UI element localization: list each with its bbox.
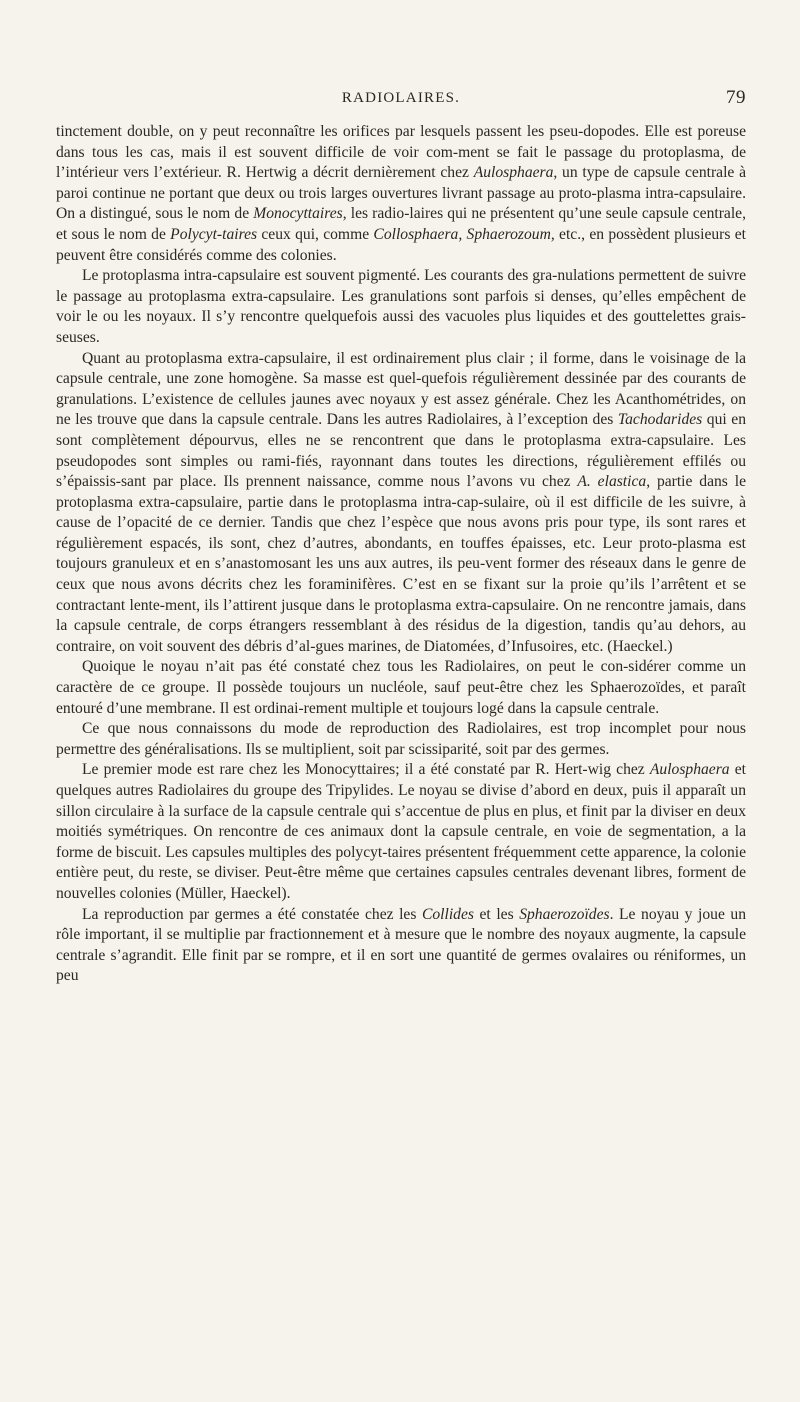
paragraph [56,719,746,760]
text-segment: ceux qui, comme [257,225,374,243]
paragraph [56,905,746,987]
text-segment: . Le noyau y joue un rôle important, il se multiplie par fractionnement et à mesure que le nombre des noyaux augmente, la capsule centrale s’agrandit. Elle finit par se rompre, et il en sort une quantité de germes ovalaires ou réniformes, un peu [56,905,747,985]
text-segment: Quant au protoplasma extra-capsulaire, il est ordinairement plus clair ; il forme, dans le voisinage de la capsule centrale, une zone homogène. Sa masse est quel-quefois régulièrement dessinée par des courants de granulations. L’existence de cellules jaunes avec noyaux y est assez générale. Chez les Acanthométrides, on ne les trouve que dans la capsule centrale. Dans les autres Radiolaires, à l’exception des [56,349,746,429]
text-segment: et quelques autres Radiolaires du groupe des Tripylides. Le noyau se divise d’abord en deux, puis il apparaît un sillon circulaire à la surface de la capsule centrale qui s’accentue de plus en plus, et finit par la diviser en deux moitiés symétriques. On rencontre de ces animaux dont la capsule centrale, en voie de segmentation, a la forme de biscuit. Les capsules multiples des polycyt-taires présentent fréquemment cette apparence, la colonie entière peut, du reste, se diviser. Peut-être même que certaines capsules centrales devenant libres, forment de nouvelles colonies (Müller, Haeckel). [56,761,746,902]
text-segment: et les [473,905,520,923]
text-segment: Le premier mode est rare chez les Monocyttaires; il a été constaté par R. Hert-wig chez [82,761,650,779]
body-text [56,122,746,987]
text-segment: tinctement double, on y peut reconnaître les orifices par lesquels passent les pseu-dopodes. Elle est poreuse dans tous les cas, mais il est souvent difficile de voir com-ment se fait le passage du protoplasma, de l’intérieur vers l’extérieur. R. Hertwig a décrit dernièrement chez [56,123,746,182]
italic-term: Polycyt-taires [170,225,258,243]
text-segment: , un type de capsule centrale à paroi continue ne portant que deux ou trois larges ouvertures livrant passage au proto-plasma intra-capsulaire. On a distingué, sous le nom de [56,164,746,223]
italic-term: Collides [421,905,474,923]
italic-term: A. elastica [577,473,647,491]
text-segment: Ce que nous connaissons du mode de reproduction des Radiolaires, est trop incomplet pour nous permettre des généralisations. Ils se multiplient, soit par scissiparité, soit par des germes. [56,720,746,758]
italic-term: Collosphaera, Sphaerozoum, [373,225,555,243]
italic-term: Aulosphaera [473,164,554,182]
italic-term: Monocyttaires [253,205,343,223]
paragraph [56,122,746,266]
paragraph [56,266,746,348]
italic-term: Tachodarides [617,411,703,429]
italic-term: Sphaerozoïdes [519,905,610,923]
italic-term: Aulosphaera [649,761,730,779]
text-segment: La reproduction par germes a été constatée chez les [82,905,422,923]
page-number: 79 [726,87,746,108]
running-head [56,87,746,111]
text-segment: Le protoplasma intra-capsulaire est souvent pigmenté. Les courants des gra-nulations permettent de suivre le passage au protoplasma extra-capsulaire. Les granulations sont parfois si denses, qu’elles empêchent de voir le ou les noyaux. Il s’y rencontre quelquefois aussi des vacuoles plus liquides et des gouttelettes grais-seuses. [56,267,746,346]
running-title: RADIOLAIRES. [341,90,461,106]
text-segment: , partie dans le protoplasma extra-capsulaire, partie dans le protoplasma intra-cap-sulaire, où il est difficile de les suivre, à cause de l’opacité de ce dernier. Tandis que chez l’espèce que nous avons pris pour type, ils sont rares et régulièrement espacés, ils sont, chez d’autres, abondants, en touffes épaisses, etc. Leur proto-plasma est toujours granuleux et en s’anastomosant les uns aux autres, ils peu-vent former des réseaux dans le genre de ceux que nous avons décrits chez les foraminifères. C’est en se fixant sur la proie qu’ils l’arrêtent et se contractant lente-ment, ils l’attirent jusque dans le protoplasma extra-capsulaire. On ne rencontre jamais, dans la capsule centrale, de corps étrangers ressemblant à des résidus de la digestion, tandis qu’au dehors, au contraire, on voit souvent des débris d’al-gues marines, de Diatomées, d’Infusoires, etc. (Haeckel.) [56,473,746,655]
text-segment: , les radio-laires qui ne présentent qu’une seule capsule centrale, et sous le nom de [56,205,746,243]
paragraph [56,657,746,719]
text-segment: Quoique le noyau n’ait pas été constaté chez tous les Radiolaires, on peut le con-sidérer comme un caractère de ce groupe. Il possède toujours un nucléole, sauf peut-être chez les Sphaerozoïdes, et paraît entouré d’une membrane. Il est ordinai-rement multiple et toujours logé dans la capsule centrale. [56,658,746,717]
paragraph [56,760,746,904]
paragraph [56,349,746,658]
text-segment: qui en sont complètement dépourvus, elles ne se rencontrent que dans le protoplasma extra-capsulaire. Les pseudopodes sont simples ou rami-fiés, rayonnant dans toutes les directions, régulièrement effilés ou s’épaissis-sant par place. Ils prennent naissance, comme nous l’avons vu chez [56,411,746,491]
text-segment: etc., en possèdent plusieurs et peuvent être considérés comme des colonies. [56,225,746,264]
